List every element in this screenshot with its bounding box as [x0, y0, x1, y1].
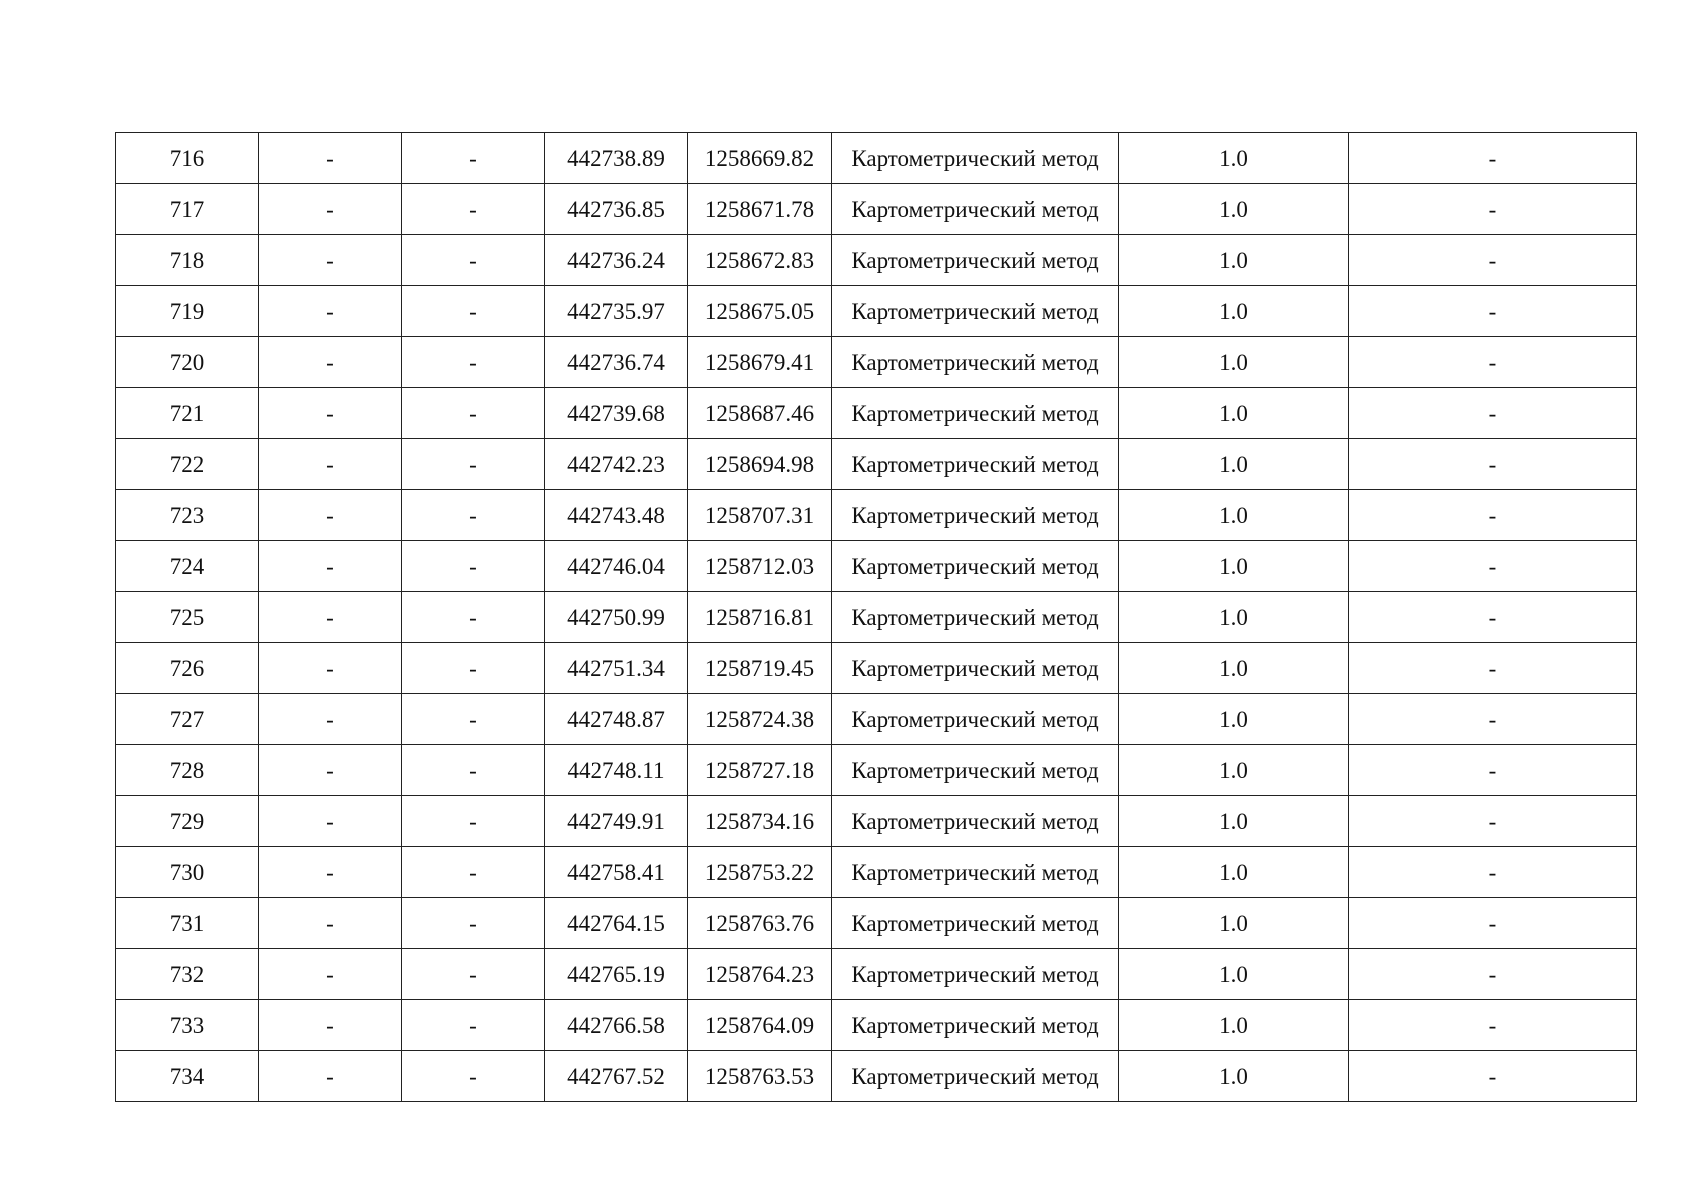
x-coordinate-cell: 442742.23: [545, 439, 688, 490]
column-2-cell: -: [259, 235, 402, 286]
y-coordinate-cell: 1258707.31: [688, 490, 832, 541]
point-number-cell: 716: [116, 133, 259, 184]
table-row: [116, 592, 1637, 643]
y-coordinate-cell: 1258727.18: [688, 745, 832, 796]
method-cell: Картометрический метод: [832, 490, 1119, 541]
point-number-cell: 734: [116, 1051, 259, 1102]
note-cell: -: [1349, 541, 1637, 592]
table-row: [116, 337, 1637, 388]
y-coordinate-cell: 1258694.98: [688, 439, 832, 490]
note-cell: -: [1349, 847, 1637, 898]
table-row: [116, 898, 1637, 949]
column-2-cell: -: [259, 592, 402, 643]
method-cell: Картометрический метод: [832, 949, 1119, 1000]
accuracy-cell: 1.0: [1119, 694, 1349, 745]
accuracy-cell: 1.0: [1119, 490, 1349, 541]
point-number-cell: 721: [116, 388, 259, 439]
table-row: [116, 643, 1637, 694]
accuracy-cell: 1.0: [1119, 592, 1349, 643]
y-coordinate-cell: 1258734.16: [688, 796, 832, 847]
table-row: [116, 439, 1637, 490]
note-cell: -: [1349, 898, 1637, 949]
accuracy-cell: 1.0: [1119, 235, 1349, 286]
note-cell: -: [1349, 745, 1637, 796]
x-coordinate-cell: 442738.89: [545, 133, 688, 184]
y-coordinate-cell: 1258672.83: [688, 235, 832, 286]
column-2-cell: -: [259, 133, 402, 184]
column-3-cell: -: [402, 796, 545, 847]
point-number-cell: 724: [116, 541, 259, 592]
method-cell: Картометрический метод: [832, 898, 1119, 949]
column-3-cell: -: [402, 643, 545, 694]
x-coordinate-cell: 442748.87: [545, 694, 688, 745]
note-cell: -: [1349, 796, 1637, 847]
note-cell: -: [1349, 286, 1637, 337]
method-cell: Картометрический метод: [832, 847, 1119, 898]
accuracy-cell: 1.0: [1119, 898, 1349, 949]
note-cell: -: [1349, 643, 1637, 694]
column-2-cell: -: [259, 337, 402, 388]
point-number-cell: 717: [116, 184, 259, 235]
method-cell: Картометрический метод: [832, 643, 1119, 694]
y-coordinate-cell: 1258763.53: [688, 1051, 832, 1102]
column-3-cell: -: [402, 235, 545, 286]
column-3-cell: -: [402, 388, 545, 439]
y-coordinate-cell: 1258675.05: [688, 286, 832, 337]
table-row: [116, 949, 1637, 1000]
y-coordinate-cell: 1258724.38: [688, 694, 832, 745]
column-2-cell: -: [259, 1000, 402, 1051]
column-2-cell: -: [259, 643, 402, 694]
column-2-cell: -: [259, 694, 402, 745]
accuracy-cell: 1.0: [1119, 796, 1349, 847]
note-cell: -: [1349, 337, 1637, 388]
table-row: [116, 541, 1637, 592]
method-cell: Картометрический метод: [832, 388, 1119, 439]
column-2-cell: -: [259, 949, 402, 1000]
note-cell: -: [1349, 592, 1637, 643]
accuracy-cell: 1.0: [1119, 541, 1349, 592]
x-coordinate-cell: 442749.91: [545, 796, 688, 847]
point-number-cell: 731: [116, 898, 259, 949]
accuracy-cell: 1.0: [1119, 643, 1349, 694]
point-number-cell: 732: [116, 949, 259, 1000]
method-cell: Картометрический метод: [832, 337, 1119, 388]
point-number-cell: 722: [116, 439, 259, 490]
method-cell: Картометрический метод: [832, 796, 1119, 847]
x-coordinate-cell: 442758.41: [545, 847, 688, 898]
table-row: [116, 235, 1637, 286]
point-number-cell: 729: [116, 796, 259, 847]
column-2-cell: -: [259, 490, 402, 541]
column-2-cell: -: [259, 184, 402, 235]
column-3-cell: -: [402, 439, 545, 490]
x-coordinate-cell: 442735.97: [545, 286, 688, 337]
y-coordinate-cell: 1258671.78: [688, 184, 832, 235]
x-coordinate-cell: 442739.68: [545, 388, 688, 439]
accuracy-cell: 1.0: [1119, 133, 1349, 184]
method-cell: Картометрический метод: [832, 235, 1119, 286]
note-cell: -: [1349, 439, 1637, 490]
note-cell: -: [1349, 490, 1637, 541]
column-3-cell: -: [402, 898, 545, 949]
x-coordinate-cell: 442764.15: [545, 898, 688, 949]
x-coordinate-cell: 442736.74: [545, 337, 688, 388]
note-cell: -: [1349, 1000, 1637, 1051]
column-3-cell: -: [402, 694, 545, 745]
method-cell: Картометрический метод: [832, 133, 1119, 184]
table-row: [116, 1051, 1637, 1102]
x-coordinate-cell: 442765.19: [545, 949, 688, 1000]
x-coordinate-cell: 442736.85: [545, 184, 688, 235]
method-cell: Картометрический метод: [832, 541, 1119, 592]
column-3-cell: -: [402, 133, 545, 184]
point-number-cell: 719: [116, 286, 259, 337]
y-coordinate-cell: 1258712.03: [688, 541, 832, 592]
method-cell: Картометрический метод: [832, 286, 1119, 337]
table-row: [116, 847, 1637, 898]
y-coordinate-cell: 1258669.82: [688, 133, 832, 184]
note-cell: -: [1349, 184, 1637, 235]
accuracy-cell: 1.0: [1119, 1051, 1349, 1102]
note-cell: -: [1349, 949, 1637, 1000]
y-coordinate-cell: 1258719.45: [688, 643, 832, 694]
y-coordinate-cell: 1258763.76: [688, 898, 832, 949]
x-coordinate-cell: 442736.24: [545, 235, 688, 286]
table-row: [116, 490, 1637, 541]
accuracy-cell: 1.0: [1119, 388, 1349, 439]
note-cell: -: [1349, 694, 1637, 745]
accuracy-cell: 1.0: [1119, 439, 1349, 490]
point-number-cell: 727: [116, 694, 259, 745]
method-cell: Картометрический метод: [832, 694, 1119, 745]
column-3-cell: -: [402, 184, 545, 235]
column-3-cell: -: [402, 1000, 545, 1051]
coordinates-table: [115, 132, 1637, 1102]
table-row: [116, 133, 1637, 184]
method-cell: Картометрический метод: [832, 1000, 1119, 1051]
column-2-cell: -: [259, 439, 402, 490]
method-cell: Картометрический метод: [832, 1051, 1119, 1102]
y-coordinate-cell: 1258764.09: [688, 1000, 832, 1051]
x-coordinate-cell: 442750.99: [545, 592, 688, 643]
column-3-cell: -: [402, 592, 545, 643]
table-row: [116, 1000, 1637, 1051]
column-2-cell: -: [259, 847, 402, 898]
column-3-cell: -: [402, 949, 545, 1000]
column-2-cell: -: [259, 388, 402, 439]
point-number-cell: 728: [116, 745, 259, 796]
point-number-cell: 726: [116, 643, 259, 694]
column-3-cell: -: [402, 286, 545, 337]
y-coordinate-cell: 1258687.46: [688, 388, 832, 439]
point-number-cell: 720: [116, 337, 259, 388]
x-coordinate-cell: 442748.11: [545, 745, 688, 796]
note-cell: -: [1349, 1051, 1637, 1102]
x-coordinate-cell: 442751.34: [545, 643, 688, 694]
column-2-cell: -: [259, 286, 402, 337]
column-3-cell: -: [402, 745, 545, 796]
column-2-cell: -: [259, 1051, 402, 1102]
table-row: [116, 388, 1637, 439]
x-coordinate-cell: 442743.48: [545, 490, 688, 541]
table-row: [116, 286, 1637, 337]
column-3-cell: -: [402, 490, 545, 541]
y-coordinate-cell: 1258716.81: [688, 592, 832, 643]
point-number-cell: 723: [116, 490, 259, 541]
y-coordinate-cell: 1258753.22: [688, 847, 832, 898]
column-2-cell: -: [259, 745, 402, 796]
note-cell: -: [1349, 235, 1637, 286]
accuracy-cell: 1.0: [1119, 847, 1349, 898]
x-coordinate-cell: 442746.04: [545, 541, 688, 592]
note-cell: -: [1349, 133, 1637, 184]
column-3-cell: -: [402, 847, 545, 898]
accuracy-cell: 1.0: [1119, 184, 1349, 235]
table-row: [116, 694, 1637, 745]
column-3-cell: -: [402, 541, 545, 592]
method-cell: Картометрический метод: [832, 184, 1119, 235]
table-row: [116, 184, 1637, 235]
y-coordinate-cell: 1258679.41: [688, 337, 832, 388]
accuracy-cell: 1.0: [1119, 949, 1349, 1000]
point-number-cell: 725: [116, 592, 259, 643]
column-3-cell: -: [402, 1051, 545, 1102]
accuracy-cell: 1.0: [1119, 745, 1349, 796]
table-body: [116, 133, 1637, 1102]
method-cell: Картометрический метод: [832, 592, 1119, 643]
accuracy-cell: 1.0: [1119, 337, 1349, 388]
column-3-cell: -: [402, 337, 545, 388]
x-coordinate-cell: 442767.52: [545, 1051, 688, 1102]
point-number-cell: 730: [116, 847, 259, 898]
note-cell: -: [1349, 388, 1637, 439]
point-number-cell: 733: [116, 1000, 259, 1051]
accuracy-cell: 1.0: [1119, 1000, 1349, 1051]
table-row: [116, 745, 1637, 796]
accuracy-cell: 1.0: [1119, 286, 1349, 337]
x-coordinate-cell: 442766.58: [545, 1000, 688, 1051]
y-coordinate-cell: 1258764.23: [688, 949, 832, 1000]
column-2-cell: -: [259, 898, 402, 949]
method-cell: Картометрический метод: [832, 745, 1119, 796]
point-number-cell: 718: [116, 235, 259, 286]
column-2-cell: -: [259, 796, 402, 847]
table-row: [116, 796, 1637, 847]
method-cell: Картометрический метод: [832, 439, 1119, 490]
column-2-cell: -: [259, 541, 402, 592]
